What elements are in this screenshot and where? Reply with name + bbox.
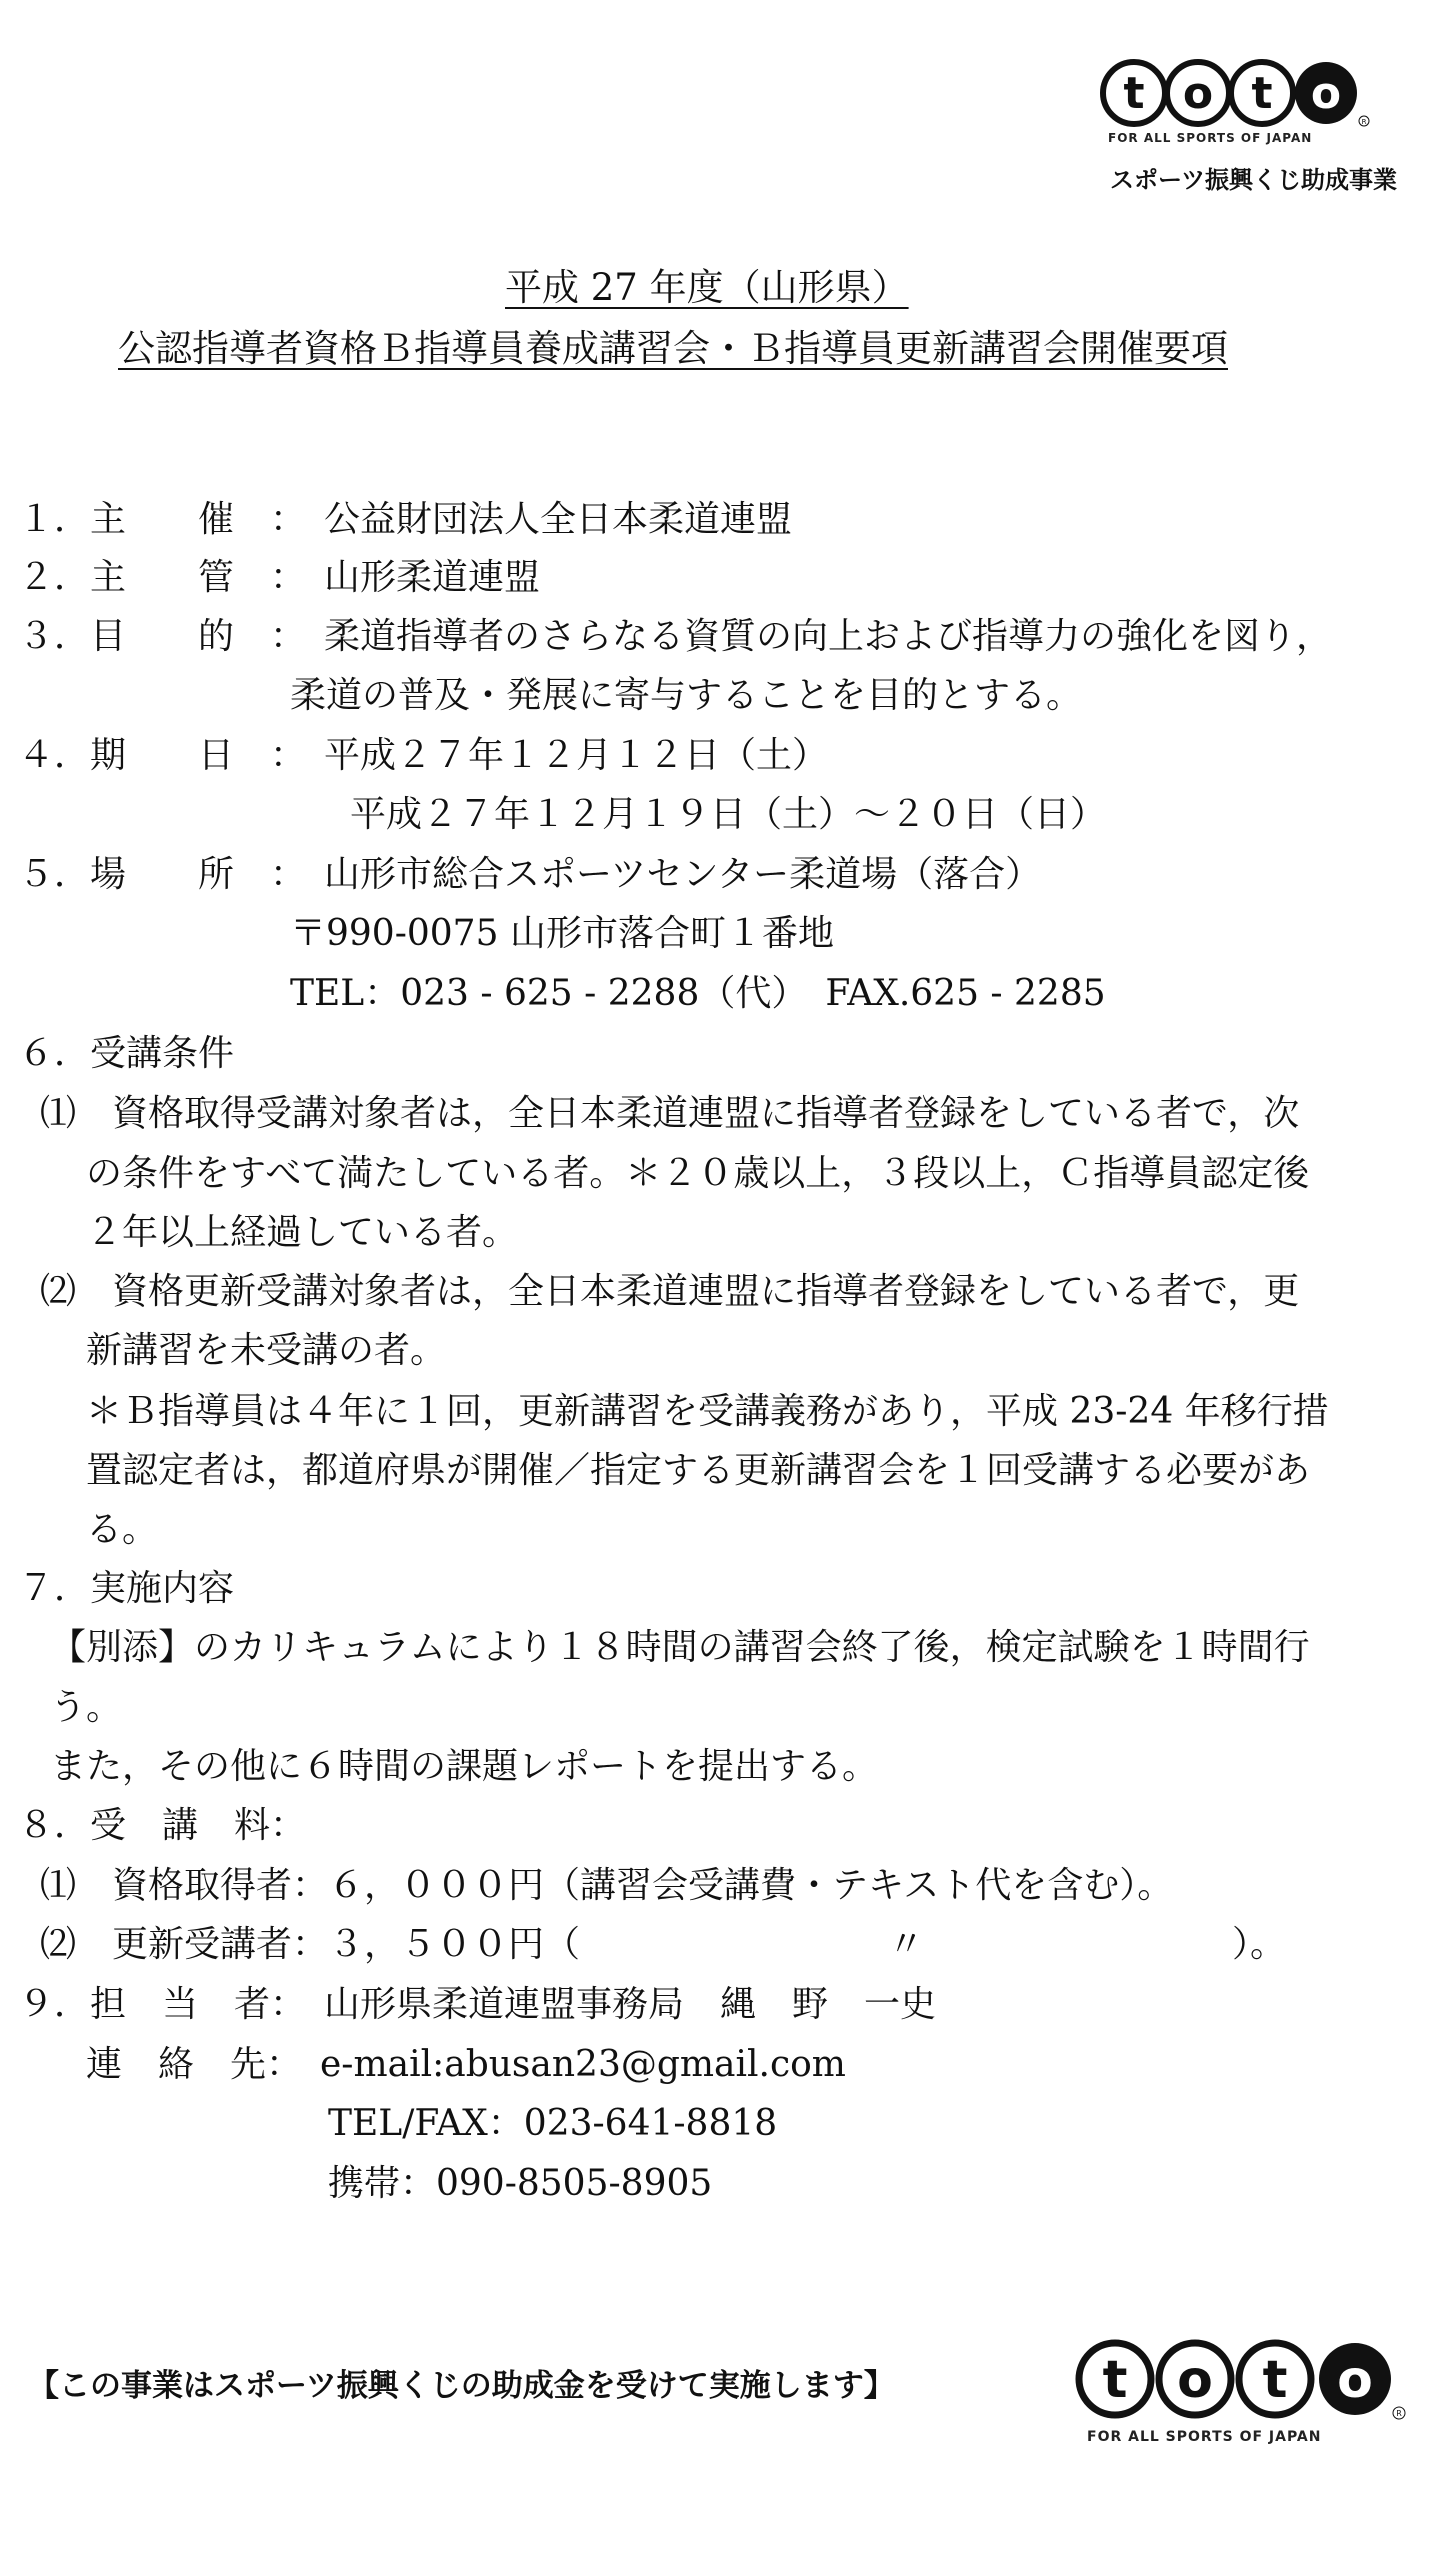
logo-tagline: FOR ALL SPORTS OF JAPAN <box>1108 131 1313 145</box>
content-line-3: また，その他に６時間の課題レポートを提出する。 <box>50 1746 879 1787</box>
date-line-2: 平成２７年１２月１９日（土）～２０日（日） <box>350 794 1107 835</box>
content-heading: ７．実施内容 <box>18 1568 235 1609</box>
venue-phone: TEL：023 - 625 - 2288（代） FAX.625 - 2285 <box>290 973 1106 1014</box>
fee-line-2-start: ⑵ 更新受講者：３，５００円（ <box>40 1924 581 1965</box>
content-line-1: 【別添】のカリキュラムにより１８時間の講習会終了後，検定試験を１時間行 <box>50 1627 1310 1668</box>
logo-letter-1: t <box>1123 68 1145 119</box>
footer-notice: 【この事業はスポーツ振興くじの助成金を受けて実施します】 <box>28 2368 895 2404</box>
date-line-1: ４．期 日 ： 平成２７年１２月１２日（土） <box>18 735 829 776</box>
logo-letter-4: o <box>1310 68 1342 119</box>
contact-email: 連 絡 先： e-mail:abusan23@gmail.com <box>86 2044 846 2085</box>
organizer-line: １．主 催 ： 公益財団法人全日本柔道連盟 <box>18 499 793 540</box>
logo-letter-4: o <box>1337 2350 1373 2410</box>
logo-letter-2: o <box>1182 68 1214 119</box>
condition-2-line-1: ⑵ 資格更新受講対象者は，全日本柔道連盟に指導者登録をしている者で，更 <box>40 1271 1300 1312</box>
logo-letter-2: o <box>1177 2350 1213 2410</box>
condition-2-note-2: 置認定者は，都道府県が開催／指定する更新講習会を１回受講する必要があ <box>86 1450 1311 1491</box>
contact-tel-fax: TEL/FAX：023-641-8818 <box>328 2103 778 2144</box>
page-title: 平成 27 年度（山形県） <box>505 266 909 309</box>
fee-line-2-ditto: 〃 <box>888 1924 925 1965</box>
toto-logo-bottom <box>1075 2335 1415 2450</box>
page-subtitle: 公認指導者資格Ｂ指導員養成講習会・Ｂ指導員更新講習会開催要項 <box>118 327 1228 370</box>
conditions-heading: ６．受講条件 <box>18 1033 235 1074</box>
condition-2-line-2: 新講習を未受講の者。 <box>86 1330 447 1371</box>
condition-1-line-3: ２年以上経過している者。 <box>86 1212 519 1253</box>
contact-mobile: 携帯：090-8505-8905 <box>328 2163 713 2204</box>
logo-letter-3: t <box>1262 2350 1288 2410</box>
purpose-line-1: ３．目 的 ： 柔道指導者のさらなる資質の向上および指導力の強化を図り， <box>18 616 1333 657</box>
logo-tagline: FOR ALL SPORTS OF JAPAN <box>1087 2429 1322 2445</box>
toto-logo-icon <box>1075 2335 1415 2435</box>
condition-2-note-1: ＊Ｂ指導員は４年に１回，更新講習を受講義務があり，平成 23-24 年移行措 <box>86 1391 1329 1432</box>
logo-letter-1: t <box>1102 2350 1128 2410</box>
toto-logo-top <box>1098 55 1378 155</box>
condition-2-note-3: る。 <box>86 1509 159 1550</box>
contact-person: ９．担 当 者： 山形県柔道連盟事務局 縄 野 一史 <box>18 1984 937 2025</box>
logo-registered-mark: R <box>1361 118 1367 126</box>
fee-line-2-end: ）。 <box>1232 1924 1287 1965</box>
venue-address: 〒990-0075 山形市落合町１番地 <box>290 913 834 954</box>
condition-1-line-2: の条件をすべて満たしている者。＊２０歳以上，３段以上，Ｃ指導員認定後 <box>86 1153 1310 1194</box>
logo-registered-mark: R <box>1396 2409 1402 2418</box>
fee-heading: ８．受 講 料： <box>18 1805 307 1846</box>
fee-line-1: ⑴ 資格取得者：６，０００円（講習会受講費・テキスト代を含む）。 <box>40 1865 1174 1906</box>
purpose-line-2: 柔道の普及・発展に寄与することを目的とする。 <box>290 675 1083 716</box>
content-line-2: う。 <box>50 1687 123 1728</box>
condition-1-line-1: ⑴ 資格取得受講対象者は，全日本柔道連盟に指導者登録をしている者で，次 <box>40 1093 1300 1134</box>
venue-line-1: ５．場 所 ： 山形市総合スポーツセンター柔道場（落合） <box>18 854 1042 895</box>
logo-caption: スポーツ振興くじ助成事業 <box>1110 166 1398 194</box>
logo-letter-3: t <box>1251 68 1273 119</box>
manager-line: ２．主 管 ： 山形柔道連盟 <box>18 557 541 598</box>
